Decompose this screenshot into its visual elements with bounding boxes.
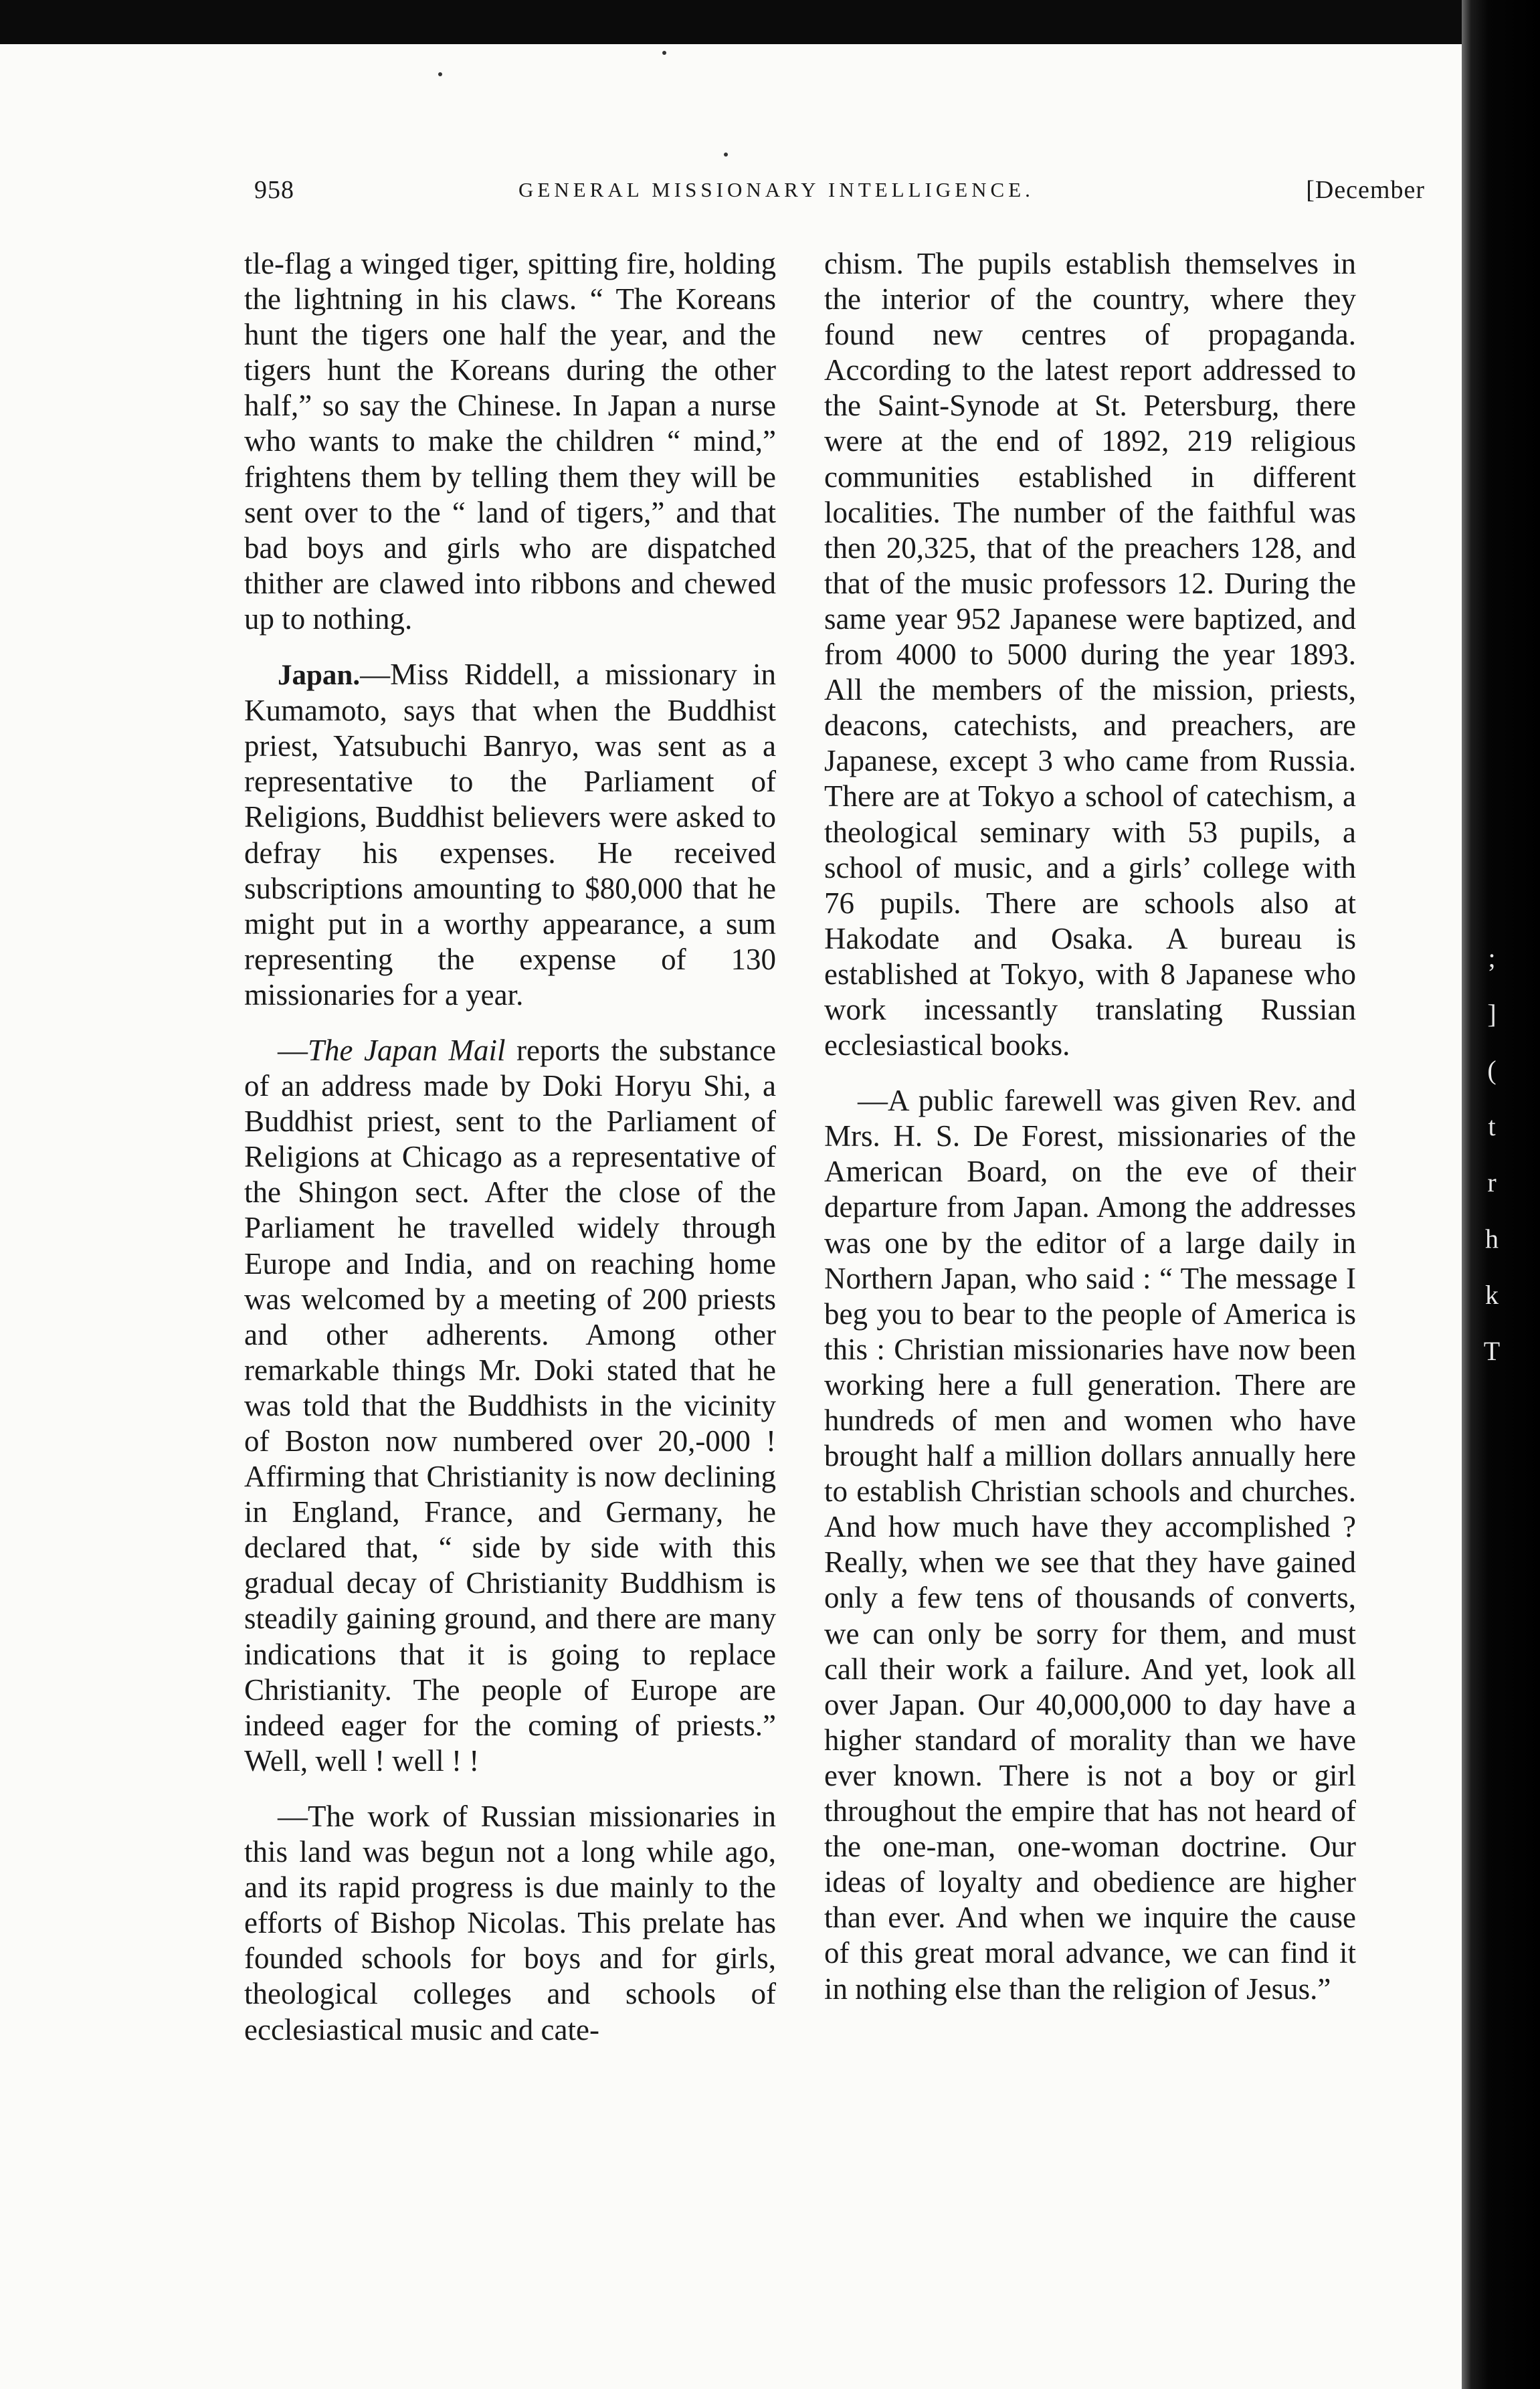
- adjacent-page-bleed: [1478, 930, 1505, 1379]
- bleed-mark: ;: [1488, 943, 1496, 973]
- publication-title: The Japan Mail: [308, 1033, 506, 1067]
- paragraph-korea-tigers: tle-flag a winged tiger, spitting fire, holding the lightning in his claws. “ The Koreans hunt the tigers one half the year, and the tigers hunt the Koreans during the other half,” so say the Chinese. In Japan a nurse who wants to make the children “ mind,” frightens them by telling them they will be sent over to the “ land of tigers,” and that bad boys and girls who are dispatched thither are clawed into ribbons and chewed up to nothing.: [244, 247, 776, 636]
- paragraph-russian-missionaries: —The work of Russian missionaries in this land was begun not a long while ago, and its rapid progress is due mainly to the efforts of Bishop Nicolas. This prelate has founded schools for boys and for girls, theological colleges and schools of ecclesiastical music and cate-: [244, 1799, 776, 2046]
- right-column: [824, 246, 1356, 2007]
- bleed-mark: ]: [1487, 999, 1497, 1029]
- header-month: [December: [1306, 176, 1425, 204]
- bleed-mark: h: [1485, 1224, 1499, 1254]
- bleed-mark: T: [1483, 1336, 1501, 1366]
- paragraph-dash: —: [278, 1033, 308, 1067]
- bleed-mark: t: [1488, 1111, 1496, 1141]
- paragraph-japan-mail: [244, 1033, 776, 1779]
- bleed-mark: k: [1485, 1280, 1499, 1310]
- paragraph-russian-mission-stats: chism. The pupils establish themselves in the interior of the country, where they found new centres of propaganda. According to the latest report addressed to the Saint-Synode at St. Petersburg, there were at the end of 1892, 219 religious communities established in different localities. The number of the faithful was then 20,325, that of the preachers 128, and that of the music professors 12. During the same year 952 Japanese were baptized, and from 4000 to 5000 during the year 1893. All the members of the mission, priests, deacons, catechists, and preachers, are Japanese, except 3 who came from Russia. There are at Tokyo a school of catechism, a theological seminary with 53 pupils, a school of music, and a girls’ college with 76 pupils. There are schools also at Hakodate and Osaka. A bureau is established at Tokyo, with 8 Japanese who work incessantly translating Russian ecclesiastical books.: [824, 247, 1356, 1062]
- scan-speck: [724, 153, 728, 157]
- bleed-mark: r: [1487, 1167, 1497, 1198]
- paragraph-text: —Miss Riddell, a missionary in Kumamoto, says that when the Buddhist priest, Yatsubuchi Banryo, was sent as a representative to the Parliament of Religions, Buddhist believers were asked to defray his expenses. He received subscriptions amounting to $80,000 that he might put in a worthy appearance, a sum representing the expense of 130 missionaries for a year.: [244, 658, 776, 1012]
- scan-top-edge: [0, 0, 1540, 44]
- page-number: 958: [254, 176, 294, 204]
- paragraph-farewell-address: —A public farewell was given Rev. and Mrs. H. S. De Forest, missionaries of the American Board, on the eve of their departure from Japan. Among the addresses was one by the editor of a large daily in Northern Japan, who said : “ The message I beg you to bear to the people of America is this : Christian missionaries have now been working here a full generation. There are hundreds of men and women who have brought half a million dollars annually here to establish Christian schools and churches. And how much have they accomplished ? Really, when we see that they have gained only a few tens of thousands of converts, we can only be sorry for them, and must call their work a failure. And yet, look all over Japan. Our 40,000,000 to day have a higher standard of morality than we have ever known. There is not a boy or girl throughout the empire that has not heard of the one-man, one-woman doctrine. Our ideas of loyalty and obedience are higher than ever. And when we inquire the cause of this great moral advance, we can find it in nothing else than the religion of Jesus.”: [824, 1084, 1356, 2006]
- scan-speck: [438, 72, 442, 76]
- page-header: [254, 175, 1432, 215]
- left-column: [244, 246, 776, 2048]
- section-lead-japan: Japan.: [278, 660, 361, 692]
- bleed-mark: (: [1487, 1055, 1497, 1085]
- running-title: GENERAL MISSIONARY INTELLIGENCE.: [518, 178, 1034, 201]
- scan-speck: [662, 51, 666, 55]
- paragraph-japan-riddell: [244, 657, 776, 1013]
- paragraph-text: reports the substance of an address made by Doki Horyu Shi, a Buddhist priest, sent to the Parliament of Religions at Chicago as a representative of the Shingon sect. After the close of the Parliament he travelled widely through Europe and India, and on reaching home was welcomed by a meeting of 200 priests and other adherents. Among other remarkable things Mr. Doki stated that he was told that the Buddhists in the vicinity of Boston now numbered over 20,-000 ! Affirming that Christianity is now declining in England, France, and Germany, he declared that, “ side by side with this gradual decay of Christianity Buddhism is steadily gaining ground, and there are many indications that it is going to replace Christianity. The people of Europe are indeed eager for the coming of priests.” Well, well ! well ! !: [244, 1033, 776, 1778]
